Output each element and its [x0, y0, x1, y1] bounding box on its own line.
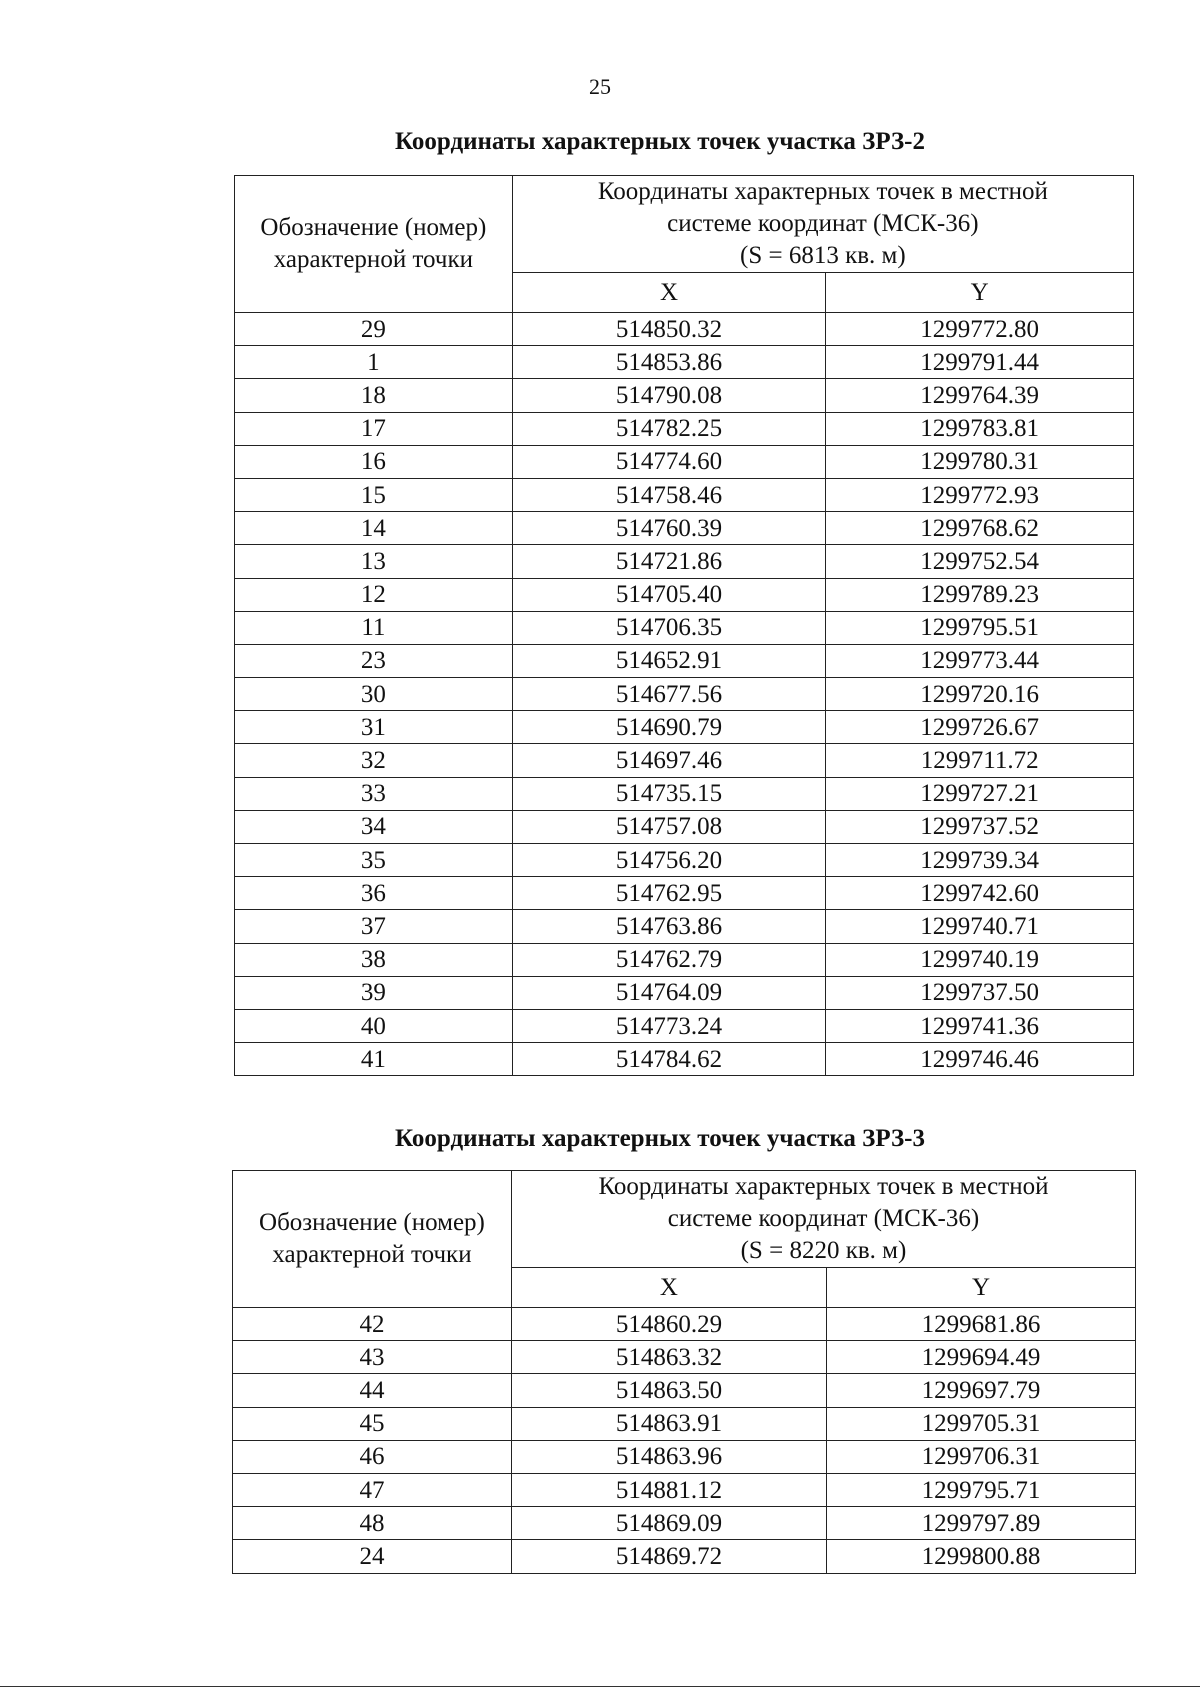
point-number-cell: 32 [235, 744, 513, 777]
y-coordinate-cell: 1299772.80 [826, 313, 1134, 346]
x-coordinate-cell: 514774.60 [512, 445, 826, 478]
y-coordinate-cell: 1299694.49 [826, 1341, 1135, 1374]
point-number-cell: 13 [235, 545, 513, 578]
point-number-cell: 23 [235, 644, 513, 677]
x-coordinate-cell: 514869.72 [511, 1540, 826, 1573]
point-number-cell: 39 [235, 976, 513, 1009]
table-row [233, 1473, 1136, 1506]
table-row [233, 1374, 1136, 1407]
x-coordinate-cell: 514860.29 [511, 1308, 826, 1341]
page-number: 25 [589, 74, 611, 99]
table-row [235, 810, 1134, 843]
table-row [233, 1507, 1136, 1540]
coordinates-table-zrz-3 [232, 1170, 1136, 1574]
y-coordinate-cell: 1299797.89 [826, 1507, 1135, 1540]
table-row [235, 910, 1134, 943]
y-coordinate-cell: 1299768.62 [826, 512, 1134, 545]
table-row [235, 844, 1134, 877]
x-coordinate-cell: 514790.08 [512, 379, 826, 412]
coordinates-table-zrz-2 [234, 175, 1134, 1076]
y-coordinate-cell: 1299681.86 [826, 1308, 1135, 1341]
x-coordinate-cell: 514760.39 [512, 512, 826, 545]
table-row [235, 379, 1134, 412]
point-number-cell: 35 [235, 844, 513, 877]
x-coordinate-cell: 514863.91 [511, 1407, 826, 1440]
coordinates-header-line1: Координаты характерных точек в местной [597, 178, 1048, 205]
table-row [235, 711, 1134, 744]
point-number-cell: 47 [233, 1473, 512, 1506]
x-column-header: X [512, 273, 826, 313]
table-row [235, 512, 1134, 545]
y-coordinate-cell: 1299742.60 [826, 877, 1134, 910]
y-column-header: Y [826, 273, 1134, 313]
coordinates-header-line2: системе координат (МСК-36) [667, 1205, 980, 1232]
point-number-cell: 48 [233, 1507, 512, 1540]
y-coordinate-cell: 1299780.31 [826, 445, 1134, 478]
x-coordinate-cell: 514863.96 [511, 1440, 826, 1473]
point-number-header: Обозначение (номер) характерной точки [233, 1171, 512, 1308]
area-label: (S = 8220 кв. м) [740, 1237, 907, 1264]
y-coordinate-cell: 1299697.79 [826, 1374, 1135, 1407]
x-coordinate-cell: 514784.62 [512, 1043, 826, 1076]
y-coordinate-cell: 1299737.50 [826, 976, 1134, 1009]
table-row [233, 1308, 1136, 1341]
table-row [235, 877, 1134, 910]
point-number-cell: 31 [235, 711, 513, 744]
y-coordinate-cell: 1299746.46 [826, 1043, 1134, 1076]
x-coordinate-cell: 514705.40 [512, 578, 826, 611]
y-coordinate-cell: 1299727.21 [826, 777, 1134, 810]
table-body-zrz-3 [233, 1308, 1136, 1574]
point-number-cell: 43 [233, 1341, 512, 1374]
point-number-cell: 29 [235, 313, 513, 346]
point-number-cell: 18 [235, 379, 513, 412]
table-row [235, 678, 1134, 711]
table-row [235, 313, 1134, 346]
x-coordinate-cell: 514652.91 [512, 644, 826, 677]
table-row [235, 1043, 1134, 1076]
table-row [235, 943, 1134, 976]
x-coordinate-cell: 514881.12 [511, 1473, 826, 1506]
x-coordinate-cell: 514762.79 [512, 943, 826, 976]
y-coordinate-cell: 1299706.31 [826, 1440, 1135, 1473]
table-row [235, 478, 1134, 511]
y-coordinate-cell: 1299737.52 [826, 810, 1134, 843]
table-title-zrz-3: Координаты характерных точек участка ЗРЗ-3 [395, 1125, 925, 1152]
point-number-cell: 38 [235, 943, 513, 976]
point-number-cell: 37 [235, 910, 513, 943]
y-coordinate-cell: 1299705.31 [826, 1407, 1135, 1440]
x-coordinate-cell: 514697.46 [512, 744, 826, 777]
page-bottom-rule [0, 1686, 1200, 1687]
x-coordinate-cell: 514757.08 [512, 810, 826, 843]
point-number-header: Обозначение (номер) характерной точки [235, 176, 513, 313]
point-number-cell: 41 [235, 1043, 513, 1076]
point-number-cell: 36 [235, 877, 513, 910]
y-coordinate-cell: 1299795.71 [826, 1473, 1135, 1506]
point-number-cell: 1 [235, 346, 513, 379]
table-row [233, 1440, 1136, 1473]
coordinates-header-line1: Координаты характерных точек в местной [598, 1173, 1049, 1200]
table-title-zrz-2: Координаты характерных точек участка ЗРЗ-2 [395, 128, 925, 155]
table-body-zrz-2 [235, 313, 1134, 1076]
point-number-cell: 40 [235, 1009, 513, 1042]
point-number-cell: 42 [233, 1308, 512, 1341]
y-coordinate-cell: 1299791.44 [826, 346, 1134, 379]
x-coordinate-cell: 514853.86 [512, 346, 826, 379]
table-row [235, 412, 1134, 445]
x-coordinate-cell: 514762.95 [512, 877, 826, 910]
x-coordinate-cell: 514869.09 [511, 1507, 826, 1540]
table-row [235, 744, 1134, 777]
table-row [235, 644, 1134, 677]
x-coordinate-cell: 514764.09 [512, 976, 826, 1009]
y-coordinate-cell: 1299740.71 [826, 910, 1134, 943]
y-coordinate-cell: 1299711.72 [826, 744, 1134, 777]
table-row [235, 1009, 1134, 1042]
x-column-header: X [511, 1268, 826, 1308]
table-row [233, 1540, 1136, 1573]
y-coordinate-cell: 1299720.16 [826, 678, 1134, 711]
point-number-cell: 11 [235, 611, 513, 644]
y-coordinate-cell: 1299783.81 [826, 412, 1134, 445]
point-number-cell: 14 [235, 512, 513, 545]
y-coordinate-cell: 1299726.67 [826, 711, 1134, 744]
point-number-cell: 17 [235, 412, 513, 445]
coordinates-header [512, 176, 1133, 273]
x-coordinate-cell: 514690.79 [512, 711, 826, 744]
y-coordinate-cell: 1299800.88 [826, 1540, 1135, 1573]
y-coordinate-cell: 1299773.44 [826, 644, 1134, 677]
y-coordinate-cell: 1299752.54 [826, 545, 1134, 578]
coordinates-header-line2: системе координат (МСК-36) [667, 210, 979, 237]
x-coordinate-cell: 514863.32 [511, 1341, 826, 1374]
table-row [235, 611, 1134, 644]
point-number-cell: 15 [235, 478, 513, 511]
table-row [235, 578, 1134, 611]
x-coordinate-cell: 514863.50 [511, 1374, 826, 1407]
point-number-cell: 16 [235, 445, 513, 478]
point-number-cell: 44 [233, 1374, 512, 1407]
y-coordinate-cell: 1299740.19 [826, 943, 1134, 976]
table-row [235, 545, 1134, 578]
y-coordinate-cell: 1299772.93 [826, 478, 1134, 511]
point-number-cell: 12 [235, 578, 513, 611]
coordinates-header [511, 1171, 1135, 1268]
y-coordinate-cell: 1299795.51 [826, 611, 1134, 644]
table-row [235, 445, 1134, 478]
x-coordinate-cell: 514756.20 [512, 844, 826, 877]
point-number-cell: 30 [235, 678, 513, 711]
y-coordinate-cell: 1299789.23 [826, 578, 1134, 611]
y-column-header: Y [826, 1268, 1135, 1308]
x-coordinate-cell: 514735.15 [512, 777, 826, 810]
x-coordinate-cell: 514782.25 [512, 412, 826, 445]
table-row [235, 777, 1134, 810]
x-coordinate-cell: 514763.86 [512, 910, 826, 943]
table-row [235, 976, 1134, 1009]
area-label: (S = 6813 кв. м) [740, 242, 906, 269]
point-number-cell: 24 [233, 1540, 512, 1573]
x-coordinate-cell: 514706.35 [512, 611, 826, 644]
point-number-cell: 34 [235, 810, 513, 843]
x-coordinate-cell: 514677.56 [512, 678, 826, 711]
point-number-cell: 33 [235, 777, 513, 810]
y-coordinate-cell: 1299739.34 [826, 844, 1134, 877]
x-coordinate-cell: 514721.86 [512, 545, 826, 578]
y-coordinate-cell: 1299764.39 [826, 379, 1134, 412]
table-row [233, 1407, 1136, 1440]
x-coordinate-cell: 514773.24 [512, 1009, 826, 1042]
x-coordinate-cell: 514850.32 [512, 313, 826, 346]
x-coordinate-cell: 514758.46 [512, 478, 826, 511]
table-row [235, 346, 1134, 379]
table-row [233, 1341, 1136, 1374]
point-number-cell: 46 [233, 1440, 512, 1473]
point-number-cell: 45 [233, 1407, 512, 1440]
y-coordinate-cell: 1299741.36 [826, 1009, 1134, 1042]
